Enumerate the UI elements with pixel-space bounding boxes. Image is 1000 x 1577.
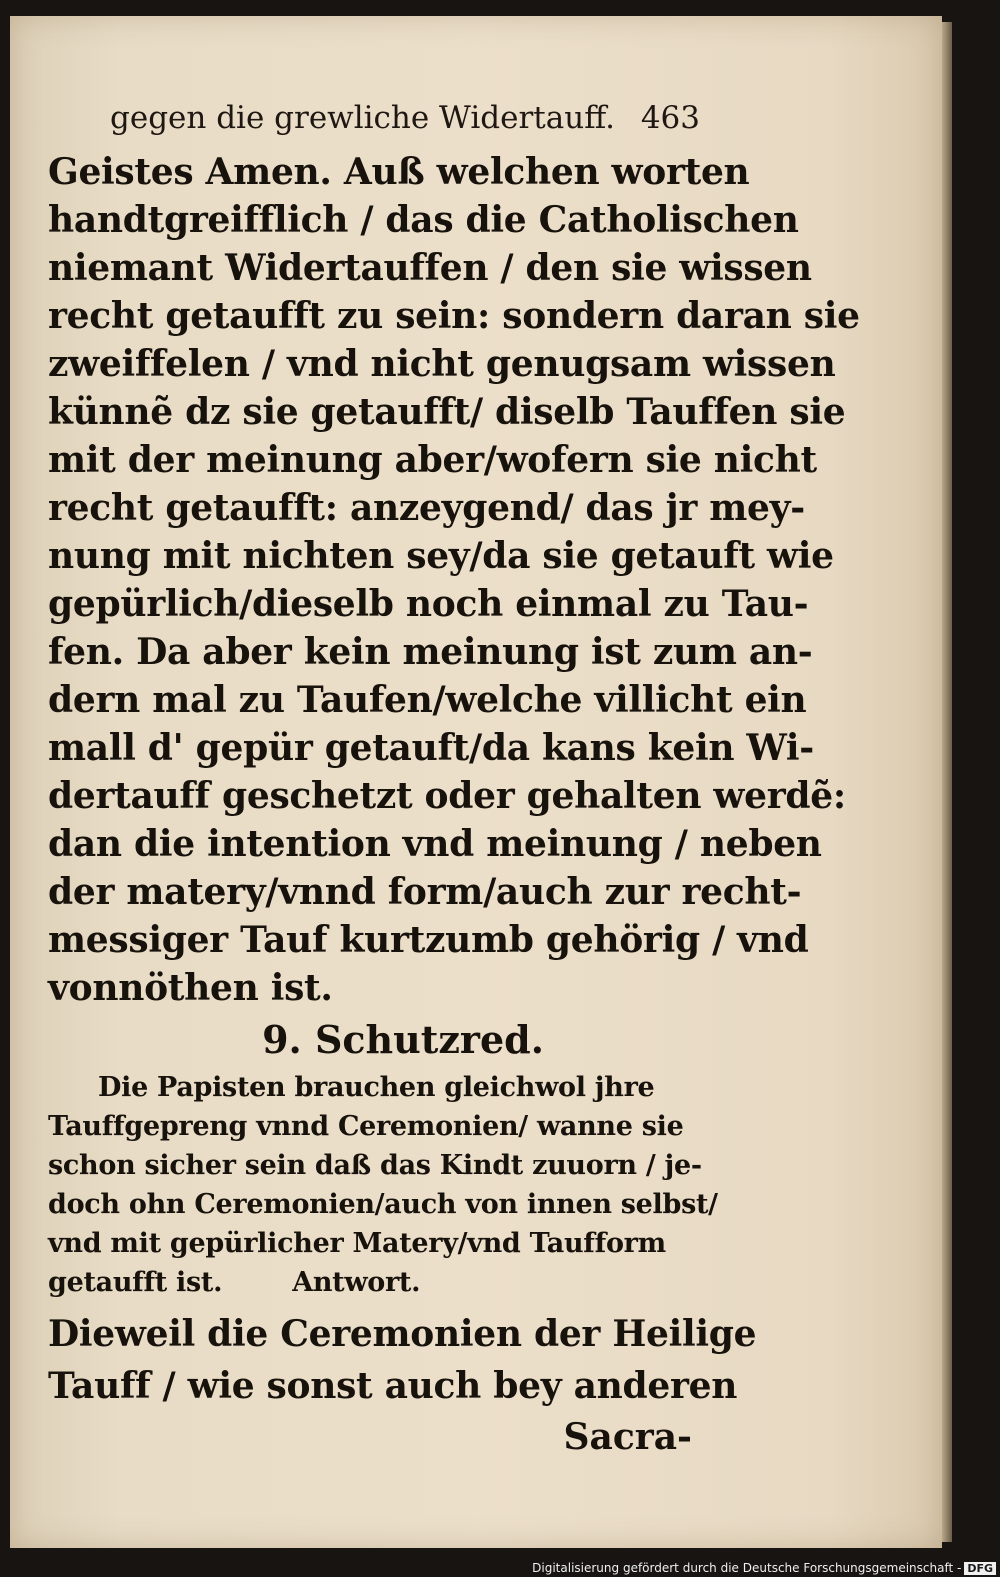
answer-paragraph [48,1308,757,1412]
text-line: handtgreifflich / das die Catholischen [48,199,799,241]
text-line: mit der meinung aber/wofern sie nicht [48,439,817,481]
running-head [110,100,700,136]
page-edge [942,22,952,1542]
text-line: Tauffgepreng vnnd Ceremonien/ wanne sie [48,1111,684,1142]
text-line: Tauff / wie sonst auch bey anderen [48,1365,738,1407]
credit-text: Digitalisierung gefördert durch die Deutsche Forschungsgemeinschaft - [532,1561,962,1575]
page-number: 463 [640,100,700,136]
text-line: mall d' gepür getauft/da kans kein Wi- [48,727,814,769]
text-line: vnd mit gepürlicher Matery/vnd Taufform [48,1228,666,1259]
text-line: doch ohn Ceremonien/auch von innen selbst/ [48,1189,718,1220]
digitization-credit [532,1561,996,1575]
objection-last-line: getaufft ist. [48,1267,223,1298]
main-paragraph [48,148,860,1012]
text-line: Die Papisten brauchen gleichwol jhre [98,1072,655,1103]
body-text [48,148,860,1462]
text-line: künnẽ dz sie getaufft/ diselb Tauffen sie [48,391,846,433]
text-line: nung mit nichten sey/da sie getauft wie [48,535,834,577]
text-line: recht getaufft: anzeygend/ das jr mey- [48,487,805,529]
text-line: dern mal zu Taufen/welche villicht ein [48,679,807,721]
text-line: dertauff geschetzt oder gehalten werdẽ: [48,775,846,817]
text-line: Dieweil die Ceremonien der Heilige [48,1313,757,1355]
catchword: Sacra- [563,1416,692,1458]
section-heading: 9. Schutzred. [262,1017,544,1062]
text-line: dan die intention vnd meinung / neben [48,823,822,865]
text-line: Geistes Amen. Auß welchen worten [48,151,750,193]
text-line: zweiffelen / vnd nicht genugsam wissen [48,343,836,385]
dfg-logo: DFG [964,1562,996,1575]
answer-label: Antwort. [292,1267,421,1298]
text-line: schon sicher sein daß das Kindt zuuorn / je- [48,1150,702,1181]
objection-paragraph [48,1068,718,1302]
text-line [48,1263,698,1302]
text-line: recht getaufft zu sein: sondern daran sie [48,295,860,337]
text-line: fen. Da aber kein meinung ist zum an- [48,631,813,673]
text-line: vonnöthen ist. [48,967,333,1009]
text-line: der matery/vnnd form/auch zur recht- [48,871,802,913]
text-line: gepürlich/dieselb noch einmal zu Tau- [48,583,809,625]
running-head-title: gegen die grewliche Widertauff. [110,100,615,136]
text-line: niemant Widertauffen / den sie wissen [48,247,812,289]
text-line: messiger Tauf kurtzumb gehörig / vnd [48,919,809,961]
